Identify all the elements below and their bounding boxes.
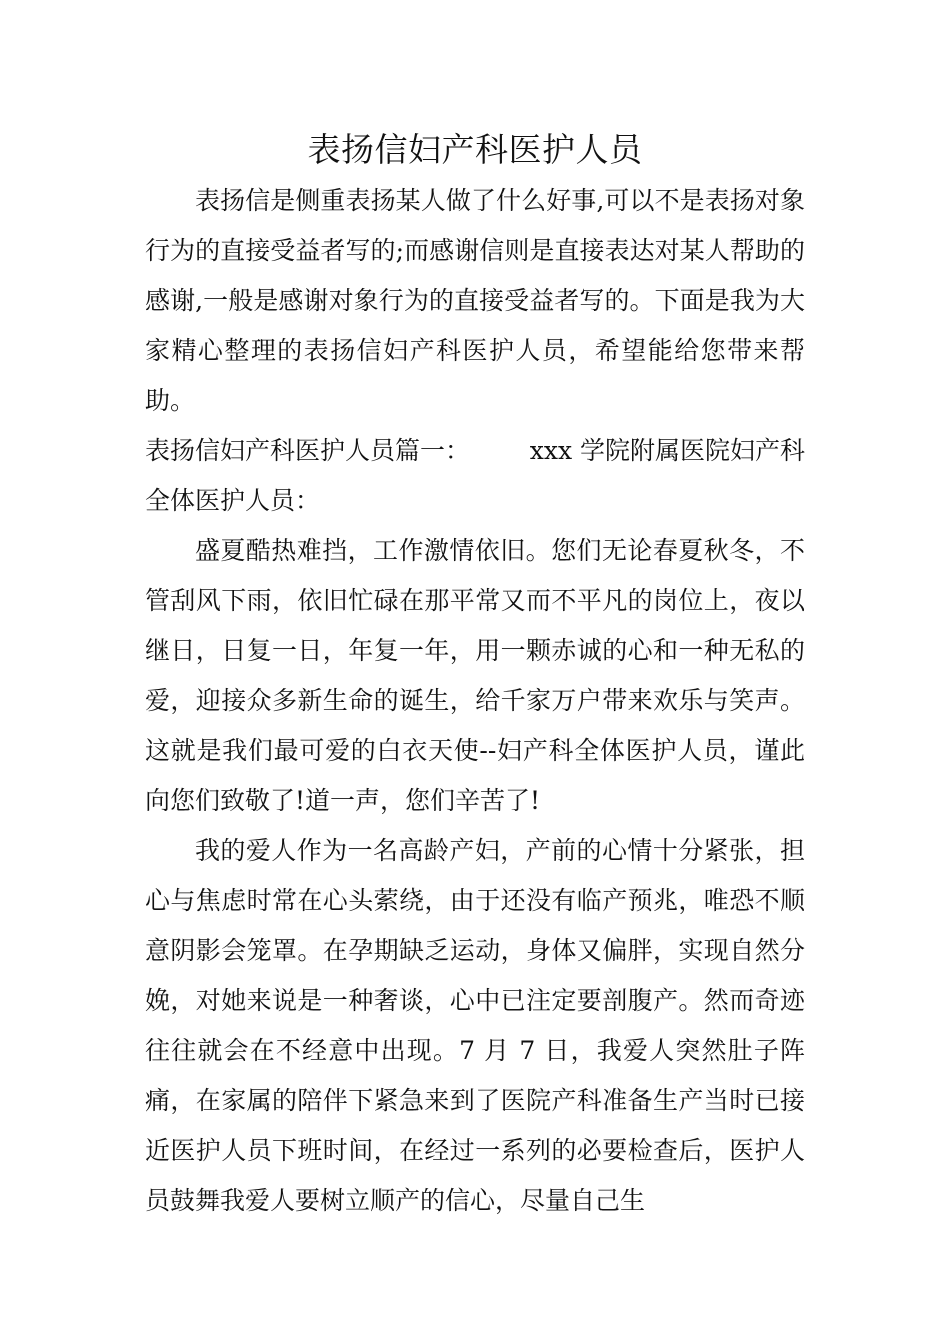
- document-title: 表扬信妇产科医护人员: [307, 130, 643, 169]
- section-heading-line: [145, 426, 805, 476]
- document-body: [145, 176, 805, 1226]
- intro-paragraph: 表扬信是侧重表扬某人做了什么好事,可以不是表扬对象行为的直接受益者写的;而感谢信则是直接表达对某人帮助的感谢,一般是感谢对象行为的直接受益者写的。下面是我为大家精心整理的表扬信妇产科医护人员，希望能给您带来帮助。: [145, 186, 805, 415]
- recipient-line: xxx 学院附属医院妇产科: [529, 436, 805, 465]
- section-label: 表扬信妇产科医护人员篇一：: [145, 436, 471, 465]
- recipient-continuation: 全体医护人员：: [145, 486, 321, 515]
- body-paragraph-2: 我的爱人作为一名高龄产妇，产前的心情十分紧张，担心与焦虑时常在心头萦绕，由于还没有临产预兆，唯恐不顺意阴影会笼罩。在孕期缺乏运动，身体又偏胖，实现自然分娩，对她来说是一种奢谈，心中已注定要剖腹产。然而奇迹往往就会在不经意中出现。7 月 7 日，我爱人突然肚子阵痛，在家属的陪伴下紧急来到了医院产科准备生产当时已接近医护人员下班时间，在经过一系列的必要检查后，医护人员鼓舞我爱人要树立顺产的信心，尽量自己生: [145, 836, 805, 1215]
- body-paragraph-1: 盛夏酷热难挡，工作激情依旧。您们无论春夏秋冬，不管刮风下雨，依旧忙碌在那平常又而不平凡的岗位上，夜以继日，日复一日，年复一年，用一颗赤诚的心和一种无私的爱，迎接众多新生命的诞生，给千家万户带来欢乐与笑声。这就是我们最可爱的白衣天使--妇产科全体医护人员，谨此向您们致敬了!道一声，您们辛苦了!: [145, 536, 805, 815]
